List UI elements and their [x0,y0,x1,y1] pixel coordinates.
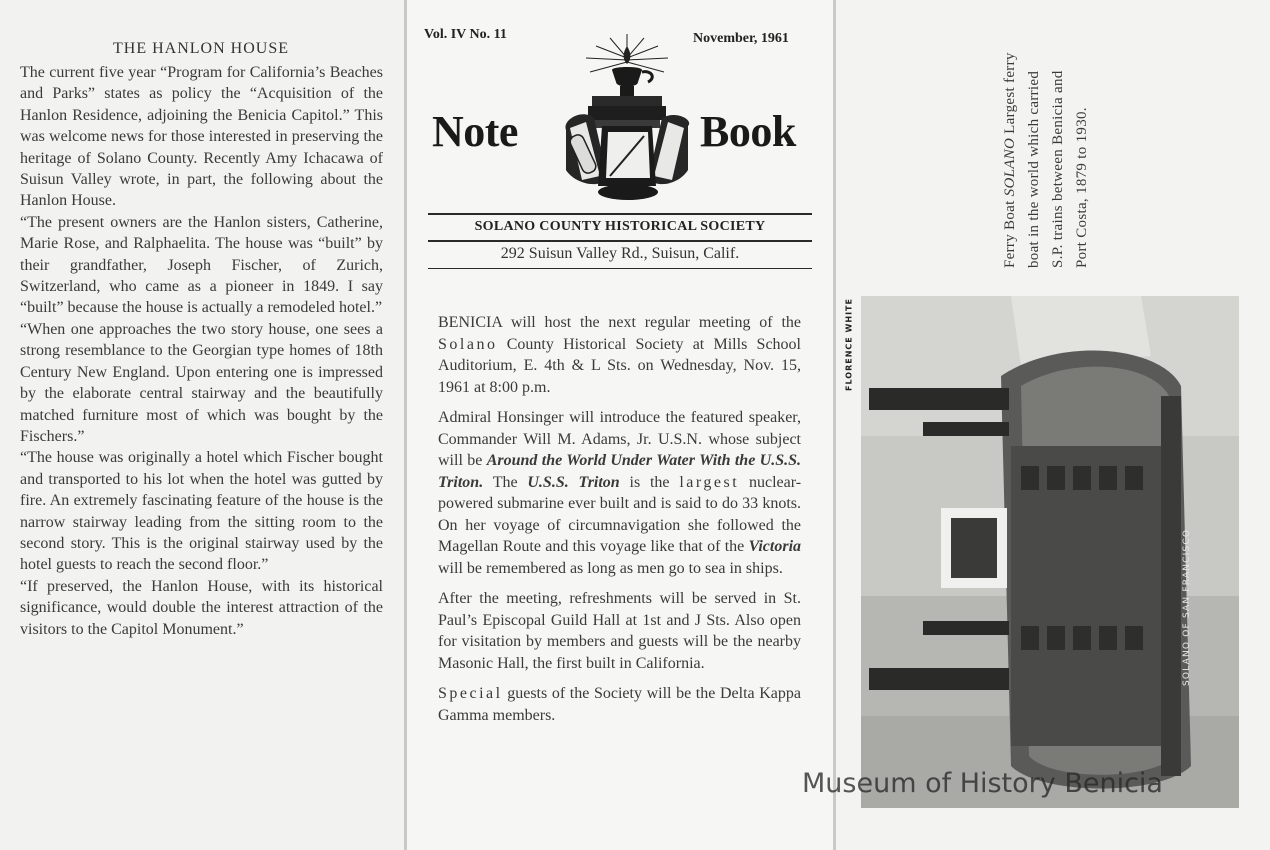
meeting-announcement [438,312,801,735]
ferry-caption: Ferry Boat SOLANO Largest ferry boat in the world which carried S.P. trains between Benicia and Port Costa, 1879 to 1930. [1002,52,1090,268]
society-address: 292 Suisun Valley Rd., Suisun, Calif. [500,245,740,262]
rule [428,240,812,242]
flame-icon [624,46,631,64]
article-paragraph: “When one approaches the two story house, one sees a strong resemblance to the Georgian type homes of 18th Century New England. Upon entering one is impressed by the elaborate central stairway and the beautifully matched furniture most of which was bought by the Fischers.” [20,320,383,445]
announcement-paragraph: Admiral Honsinger will introduce the featured speaker, Commander Will M. Adams, Jr. U.S.N. whose subject will be Around the World Under Water With the U.S.S. Triton. The U.S.S. Triton is the largest nuclear-powered submarine ever built and is said to do 33 knots. On her voyage of circumnavigation she followed the Magellan Route and this voyage like that of the Victoria will be remembered as long as men go to sea in ships. [438,409,802,577]
rule [428,268,812,269]
masthead-title-note: Note [432,107,518,156]
article-title: THE HANLON HOUSE [113,40,289,57]
lamp-of-learning-emblem [552,30,702,210]
fold-line [833,0,836,850]
hanlon-article [20,62,383,640]
issue-date: November, 1961 [693,31,789,46]
fold-line [404,0,407,850]
article-paragraph: “The house was originally a hotel which Fischer bought and transported to his lot when the hotel was gutted by fire. An extremely fascinating feature of the house is the narrow stairway leading from the sitting room to the second story. This is the original stairway used by the hotel guests to reach the second floor.” [20,449,383,574]
announcement-paragraph: After the meeting, refreshments will be served in St. Paul’s Episcopal Guild Hall at 1st and J Sts. Also open for visitation by members and guests will be the nearby Masonic Hall, the first built in California. [438,590,801,672]
photo-credit: FLORENCE WHITE [844,298,854,391]
masthead-title-book: Book [700,107,796,156]
volume-number: Vol. IV No. 11 [424,27,507,42]
society-name: SOLANO COUNTY HISTORICAL SOCIETY [474,219,766,234]
article-paragraph: “The present owners are the Hanlon sisters, Catherine, Marie Rose, and Ralphaelita. The house was “built” by their grandfather, Joseph Fischer, of Zurich, Switzerland, who came as a pioneer in 1849. I say “built” because the house is actually a remodeled hotel.” [20,213,383,317]
article-paragraph: “If preserved, the Hanlon House, with its historical significance, would double the interest attraction of the visitors to the Capitol Monument.” [20,577,383,638]
museum-watermark: Museum of History Benicia [802,768,1163,799]
rule [428,213,812,215]
announcement-paragraph: BENICIA will host the next regular meeting of the Solano County Historical Society at Mills School Auditorium, E. 4th & L Sts. on Wednesday, Nov. 15, 1961 at 8:00 p.m. [438,314,802,396]
article-paragraph: The current five year “Program for California’s Beaches and Parks” states as policy the “Acquisition of the Hanlon Residence, adjoining the Benicia Capitol.” This was welcome news for those interested in preserving the heritage of Solano County. Recently Amy Ichacawa of Suisun Valley wrote, in part, the following about the Hanlon House. [20,64,383,210]
hull-lettering: SOLANO OF SAN FRANCISCO [1182,528,1192,686]
ferry-boat-photo [861,296,1239,808]
announcement-paragraph: Special guests of the Society will be the Delta Kappa Gamma members. [438,685,802,724]
